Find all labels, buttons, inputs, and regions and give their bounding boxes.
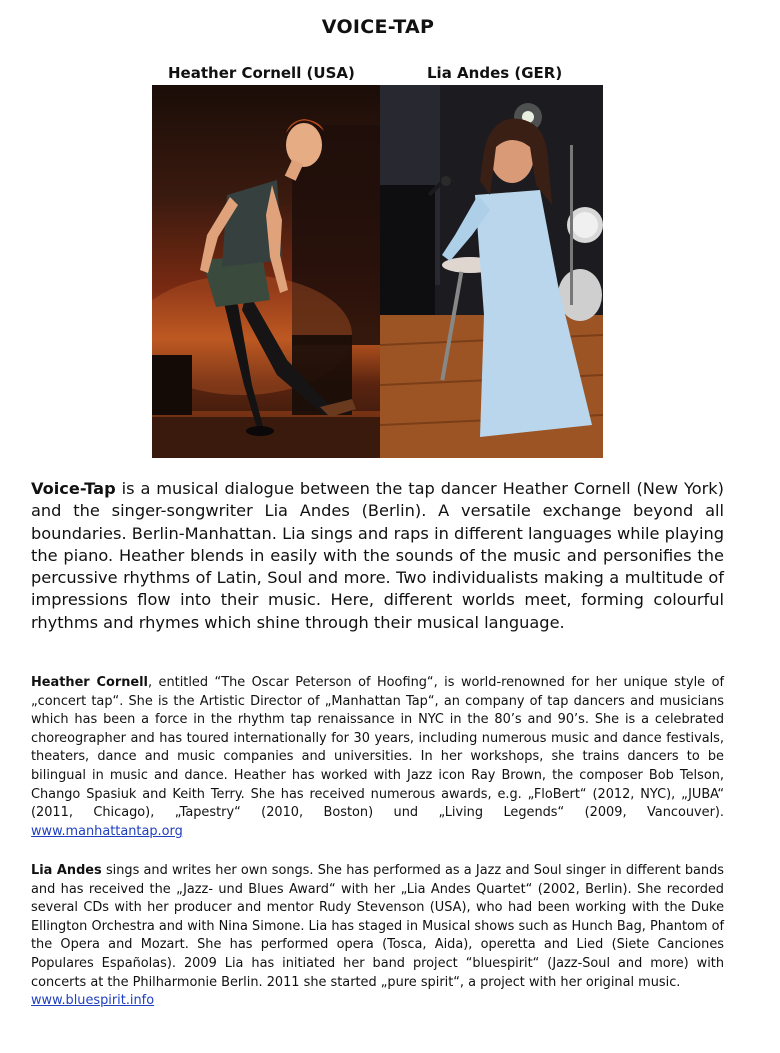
lia-name: Lia Andes: [31, 863, 102, 878]
heather-name: Heather Cornell: [31, 675, 148, 690]
caption-lia: Lia Andes (GER): [427, 64, 563, 82]
singer-illustration: [380, 85, 603, 458]
lia-bio: [31, 862, 724, 1011]
intro-lead: Voice-Tap: [31, 479, 116, 498]
caption-heather: Heather Cornell (USA): [168, 64, 355, 82]
heather-bio: [31, 674, 724, 841]
intro-paragraph: [31, 478, 724, 634]
lia-text: sings and writes her own songs. She has performed as a Jazz and Soul singer in different bands and has received the „Jazz- und Blues Award“ with her „Lia Andes Quartet“ (2002, Berlin). She recorded several CDs with her producer and mentor Rudy Stevenson (USA), who had been working with the Duke Ellington Orchestra and with Nina Simone. Lia has staged in Musical shows such as Hunch Bag, Phantom of the Opera and Mozart. She has performed opera (Tosca, Aida), operetta and Lied (Siete Canciones Populares Españolas). 2009 Lia has initiated her band project “bluespirit“ (Jazz-Soul and more) with concerts at the Philharmonie Berlin. 2011 she started „pure spirit“, a project with her original music.: [31, 863, 724, 990]
bluespirit-link[interactable]: www.bluespirit.info: [31, 993, 155, 1009]
heather-text: , entitled “The Oscar Peterson of Hoofing“, is world-renowned for her unique style of „concert tap“. She is the Artistic Director of „Manhattan Tap“, an company of tap dancers and musicians which has been a force in the rhythm tap renaissance in NYC in the 80’s and 90’s. She is a celebrated choreographer and has toured internationally for 30 years, including numerous music and dance festivals, theaters, dance and music companies and universities. In her workshops, she trains dancers to be bilingual in music and dance. Heather has worked with Jazz icon Ray Brown, the composer Bob Telson, Chango Spasiuk and Keith Terry. She has received numerous awards, e.g. „FloBert“ (2012, NYC), „JUBA“ (2011, Chicago), „Tapestry“ (2010, Boston) und „Living Legends“ (2009, Vancouver).: [31, 675, 724, 821]
photo-lia-andes: [380, 85, 603, 458]
page-title: VOICE-TAP: [321, 16, 435, 38]
photo-heather-cornell: [152, 85, 380, 458]
dancer-illustration: [152, 85, 380, 458]
intro-text: is a musical dialogue between the tap dancer Heather Cornell (New York) and the singer-songwriter Lia Andes (Berlin). A versatile exchange beyond all boundaries. Berlin-Manhattan. Lia sings and raps in different languages while playing the piano. Heather blends in easily with the sounds of the music and personifies the percussive rhythms of Latin, Soul and more. Two individualists making a multitude of impressions flow into their music. Here, different worlds meet, forming colourful rhythms and rhymes which shine through their musical language.: [31, 479, 724, 632]
manhattantap-link[interactable]: www.manhattantap.org: [31, 823, 183, 839]
